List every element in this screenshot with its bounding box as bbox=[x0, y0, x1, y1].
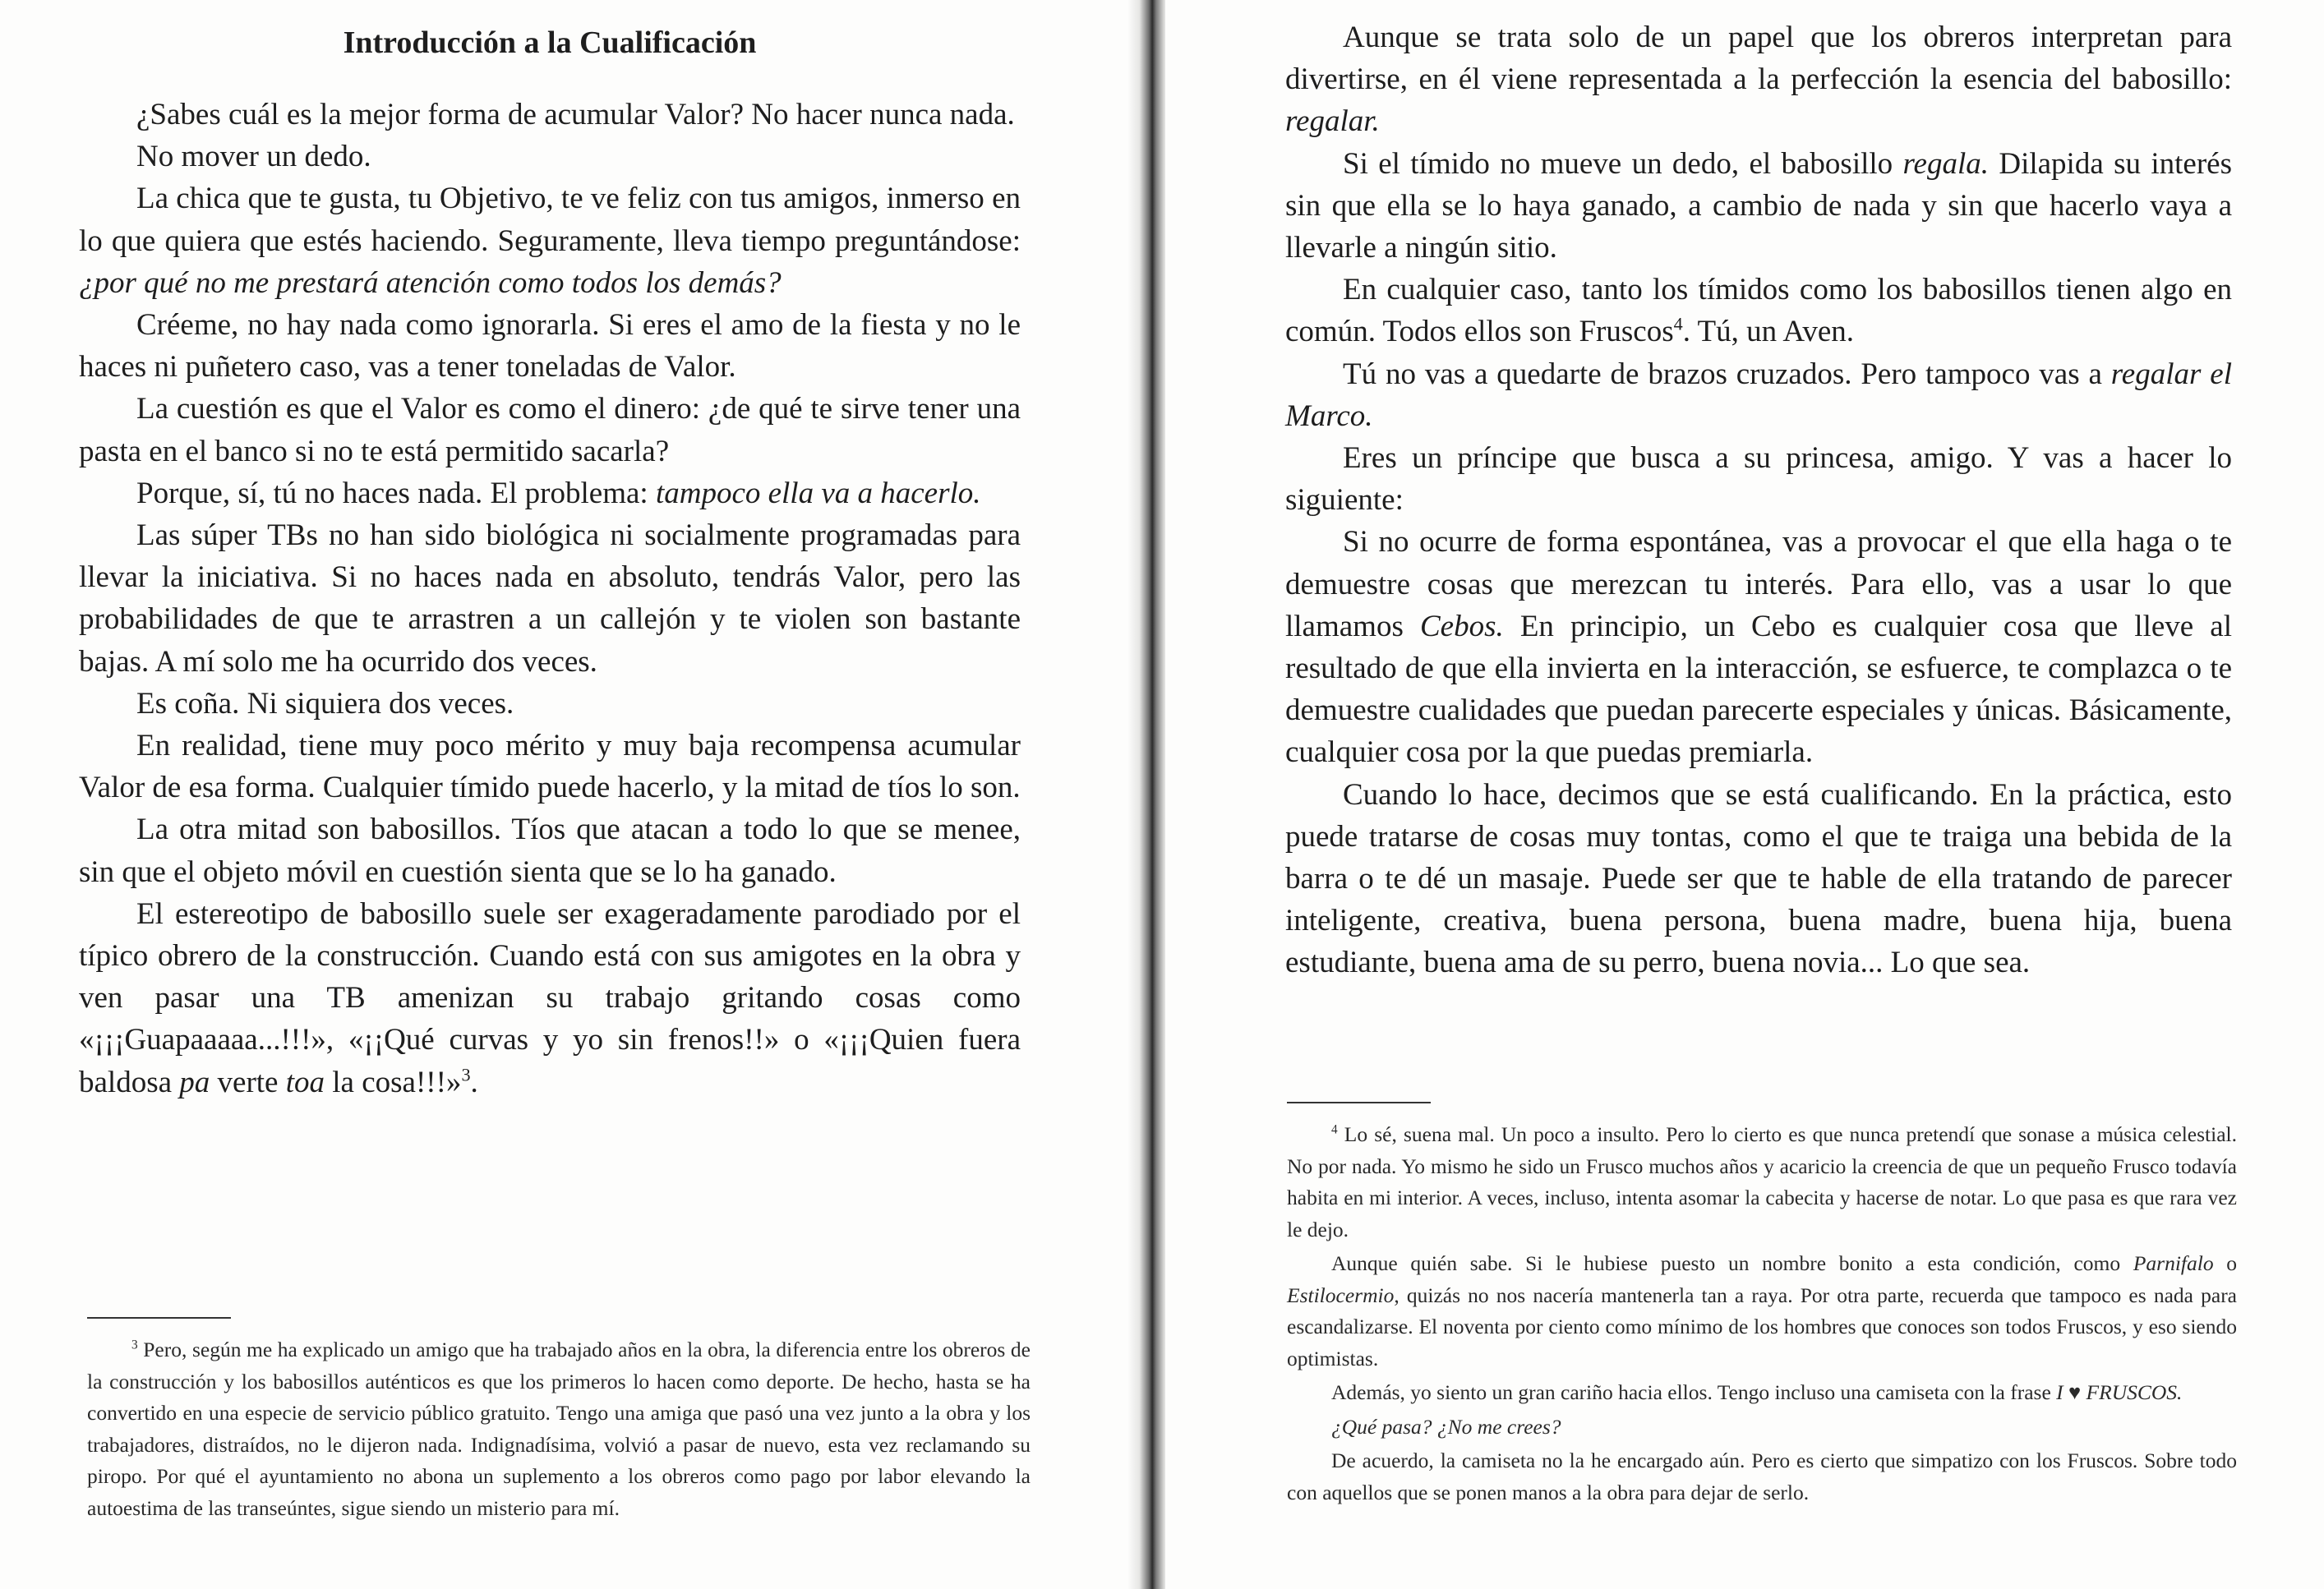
chapter-title: Introducción a la Cualificación bbox=[343, 25, 757, 60]
right-footnotes bbox=[1287, 1119, 2237, 1508]
body-paragraph: No mover un dedo. bbox=[136, 140, 371, 174]
right-body-paragraphs bbox=[1285, 16, 2232, 984]
footnote-paragraph: Además, yo siento un gran cariño hacia ellos. Tengo incluso una camiseta con la frase I ♥ FRUSCOS. bbox=[1331, 1380, 2183, 1404]
body-paragraph: Porque, sí, tú no haces nada. El problema: tampoco ella va a hacerlo. bbox=[136, 476, 981, 510]
right-page-body bbox=[1285, 16, 2232, 984]
body-paragraph: La chica que te gusta, tu Objetivo, te ve feliz con tus amigos, inmerso en lo que quiera que estés haciendo. Seguramente, lleva tiempo preguntándose: ¿por qué no me prestará atención como todos los demás? bbox=[79, 182, 1021, 300]
left-body-paragraphs bbox=[79, 94, 1021, 1103]
footnote-paragraph: ¿Qué pasa? ¿No me crees? bbox=[1331, 1414, 1561, 1439]
footnote-rule bbox=[1287, 1102, 1431, 1103]
body-paragraph: ¿Sabes cuál es la mejor forma de acumular Valor? No hacer nunca nada. bbox=[136, 98, 1015, 131]
body-paragraph: Aunque se trata solo de un papel que los obreros interpretan para divertirse, en él viene representada a la perfección la esencia del babosillo: regalar. bbox=[1285, 21, 2232, 139]
body-paragraph: Cuando lo hace, decimos que se está cualificando. En la práctica, esto puede tratarse de cosas muy tontas, como el que te traiga una bebida de la barra o te dé un masaje. Puede ser que te hable de ella tratando de parecer inteligente, creativa, buena persona, buena madre, buena hija, buena estudiante, buena ama de su perro, buena novia... Lo que sea. bbox=[1285, 777, 2232, 980]
body-paragraph: La otra mitad son babosillos. Tíos que atacan a todo lo que se menee, sin que el objeto móvil en cuestión sienta que se lo ha ganado. bbox=[79, 813, 1021, 889]
left-page bbox=[0, 0, 1141, 1589]
body-paragraph: Eres un príncipe que busca a su princesa, amigo. Y vas a hacer lo siguiente: bbox=[1285, 441, 2232, 518]
footnote-paragraph: $^4$ Lo sé, suena mal. Un poco a insulto. Pero lo cierto es que nunca pretendí que sonase a música celestial. No por nada. Yo mismo he sido un Frusco muchos años y acaricio la creencia de que un pequeño Frusco todavía habita en mi interior. A veces, incluso, intenta asomar la cabecita y hacerse de notar. Lo que pasa es que rara vez le dejo. bbox=[1287, 1122, 2237, 1241]
body-paragraph: La cuestión es que el Valor es como el dinero: ¿de qué te sirve tener una pasta en el banco si no te está permitido sacarla? bbox=[79, 392, 1021, 468]
left-footnotes bbox=[87, 1334, 1031, 1524]
body-paragraph: Las súper TBs no han sido biológica ni socialmente programadas para llevar la iniciativa. Si no haces nada en absoluto, tendrás Valor, pero las probabilidades de que te arrastren a un callejón y te violen son bastante bajas. A mí solo me ha ocurrido dos veces. bbox=[79, 518, 1021, 679]
body-paragraph: Es coña. Ni siquiera dos veces. bbox=[136, 686, 514, 721]
footnote-paragraph: De acuerdo, la camiseta no la he encargado aún. Pero es cierto que simpatizo con los Fruscos. Sobre todo con aquellos que se ponen manos a la obra para dejar de serlo. bbox=[1287, 1449, 2237, 1504]
body-paragraph: Si no ocurre de forma espontánea, vas a provocar el que ella haga o te demuestre cosas que merezcan tu interés. Para ello, vas a usar lo que llamamos Cebos. En principio, un Cebo es cualquier cosa que lleve al resultado de que ella invierta en la interacción, se esfuerce, te complazca o te demuestre cualidades que puedan parecerte especiales y únicas. Básicamente, cualquier cosa por la que puedas premiarla. bbox=[1285, 525, 2232, 770]
body-paragraph: El estereotipo de babosillo suele ser exageradamente parodiado por el típico obrero de la construcción. Cuando está con sus amigotes en la obra y ven pasar una TB amenizan su trabajo gritando cosas como «¡¡¡Guapaaaaa...!!!», «¡¡Qué curvas y yo sin frenos!!» o «¡¡¡Quien fuera baldosa pa verte toa la cosa!!!»$^3$. bbox=[79, 896, 1021, 1099]
body-paragraph: Tú no vas a quedarte de brazos cruzados. Pero tampoco vas a regalar el Marco. bbox=[1285, 357, 2232, 433]
body-paragraph: Créeme, no hay nada como ignorarla. Si eres el amo de la fiesta y no le haces ni puñetero caso, vas a tener toneladas de Valor. bbox=[79, 308, 1021, 385]
footnote-paragraph: Aunque quién sabe. Si le hubiese puesto un nombre bonito a esta condición, como Parnifalo o Estilocermio, quizás no nos nacería mantenerla tan a raya. Por otra parte, recuerda que tampoco es nada para escandalizarse. El noventa por ciento como mínimo de los hombres que conoces son todos Fruscos, y eso siendo optimistas. bbox=[1287, 1251, 2238, 1370]
body-paragraph: Si el tímido no mueve un dedo, el babosillo regala. Dilapida su interés sin que ella se lo haya ganado, a cambio de nada y sin que hacerlo vaya a llevarle a ningún sitio. bbox=[1285, 146, 2232, 265]
body-paragraph: En realidad, tiene muy poco mérito y muy baja recompensa acumular Valor de esa forma. Cualquier tímido puede hacerlo, y la mitad de tíos lo son. bbox=[79, 729, 1021, 805]
body-paragraph: En cualquier caso, tanto los tímidos como los babosillos tienen algo en común. Todos ellos son Fruscos$^4$. Tú, un Aven. bbox=[1285, 273, 2232, 349]
left-page-body bbox=[79, 21, 1021, 1103]
right-page bbox=[1165, 0, 2324, 1589]
footnote-rule bbox=[87, 1317, 231, 1319]
footnote-paragraph: $^3$ Pero, según me ha explicado un amigo que ha trabajado años en la obra, la diferencia entre los obreros de la construcción y los babosillos auténticos es que los primeros lo hacen como deporte. De hecho, hasta se ha convertido en una especie de servicio público gratuito. Tengo una amiga que pasó una vez junto a la obra y los trabajadores, distraídos, no le dijeron nada. Indignadísima, volvió a pasar de nuevo, esta vez reclamando su piropo. Por qué el ayuntamiento no abona un suplemento a los obreros como pago por labor elevando la autoestima de las transeúntes, sigue siendo un misterio para mí. bbox=[87, 1338, 1031, 1520]
